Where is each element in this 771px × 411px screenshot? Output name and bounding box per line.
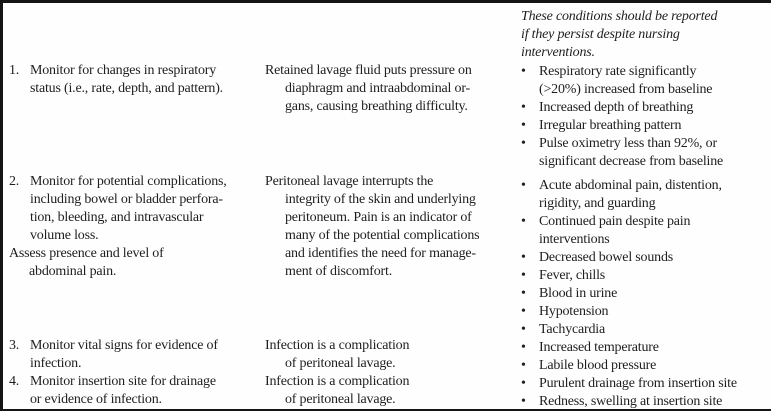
intervention-2 — [9, 173, 227, 281]
report-condition-text: Decreased bowel sounds — [539, 250, 674, 265]
rationale-2-line: ment of discomfort. — [285, 264, 393, 279]
bullet-icon: • — [521, 322, 526, 337]
bullet-icon: • — [521, 340, 526, 355]
report-condition-text: rigidity, and guarding — [539, 196, 656, 211]
report-condition-text: Fever, chills — [539, 268, 606, 283]
report-note-line: interventions. — [521, 45, 595, 60]
report-condition-text: significant decrease from baseline — [539, 154, 724, 169]
report-condition — [521, 135, 723, 153]
bullet-icon: • — [521, 268, 526, 283]
intervention-2-line — [9, 173, 227, 191]
report-condition — [521, 177, 722, 195]
report-condition — [521, 339, 737, 357]
report-condition-text: Labile blood pressure — [539, 358, 657, 373]
bullet-icon: • — [521, 286, 526, 301]
intervention-2-line: volume loss. — [30, 228, 99, 243]
rationale-2-line: and identifies the need for manage- — [285, 246, 476, 261]
report-condition — [521, 99, 723, 117]
rationale-4-line: of peritoneal lavage. — [285, 392, 396, 407]
report-condition-text: Redness, swelling at insertion site — [539, 394, 723, 409]
intervention-4-line — [9, 373, 218, 391]
report-condition — [521, 375, 737, 393]
bullet-icon: • — [521, 394, 526, 409]
report-condition-text: Respiratory rate significantly — [539, 64, 697, 79]
report-conditions-group-2 — [521, 177, 722, 339]
rationale-2-line: integrity of the skin and underlying — [285, 192, 476, 207]
intervention-4-text: Monitor insertion site for drainage — [30, 374, 216, 389]
rationale-2-line: Peritoneal lavage interrupts the — [265, 174, 434, 189]
report-condition-text: (>20%) increased from baseline — [539, 82, 713, 97]
rationale-3-line: Infection is a complication — [265, 338, 410, 353]
bullet-icon: • — [521, 250, 526, 265]
report-condition-text: interventions — [539, 232, 610, 247]
interventions-3-4 — [9, 337, 218, 409]
report-condition-text: Tachycardia — [539, 322, 605, 337]
report-condition-text: Pulse oximetry less than 92%, or — [539, 136, 717, 151]
report-condition-text: Increased depth of breathing — [539, 100, 694, 115]
report-condition — [521, 303, 722, 321]
rationales-3-4 — [265, 337, 409, 409]
bullet-icon: • — [521, 376, 526, 391]
intervention-2-line: including bowel or bladder perfora- — [30, 192, 223, 207]
rationale-2 — [265, 173, 479, 281]
report-condition-text: Irregular breathing pattern — [539, 118, 682, 133]
report-note — [521, 8, 717, 62]
rationale-1-line: diaphragm and intraabdominal or- — [285, 81, 470, 96]
rationale-1-line: Retained lavage fluid puts pressure on — [265, 63, 472, 78]
intervention-1 — [9, 62, 223, 98]
report-condition — [521, 393, 737, 411]
report-note-line: These conditions should be reported — [521, 9, 718, 24]
intervention-2-number: 2. — [9, 174, 20, 189]
rationale-4-line: Infection is a complication — [265, 374, 410, 389]
report-condition-text: Purulent drainage from insertion site — [539, 376, 737, 391]
intervention-1-line — [9, 62, 223, 80]
report-condition — [521, 213, 722, 231]
assess-pain-line: Assess presence and level of — [9, 246, 164, 261]
bullet-icon: • — [521, 178, 526, 193]
intervention-1-line: status (i.e., rate, depth, and pattern). — [30, 81, 223, 96]
report-condition — [521, 321, 722, 339]
report-condition-text: Hypotension — [539, 304, 609, 319]
rationale-1 — [265, 62, 472, 116]
report-condition — [521, 63, 723, 81]
report-condition-text: Acute abdominal pain, distention, — [539, 178, 722, 193]
bullet-icon: • — [521, 304, 526, 319]
bullet-icon: • — [521, 100, 526, 115]
report-condition — [521, 249, 722, 267]
report-condition — [521, 267, 722, 285]
intervention-2-line: tion, bleeding, and intravascular — [30, 210, 204, 225]
rationale-3-line: of peritoneal lavage. — [285, 356, 396, 371]
intervention-4-line: or evidence of infection. — [30, 392, 162, 407]
intervention-3-text: Monitor vital signs for evidence of — [30, 338, 218, 353]
intervention-2-text: Monitor for potential complications, — [30, 174, 227, 189]
intervention-3-line — [9, 337, 218, 355]
report-condition-text: Blood in urine — [539, 286, 618, 301]
intervention-1-number: 1. — [9, 63, 20, 78]
bullet-icon: • — [521, 136, 526, 151]
report-note-line: if they persist despite nursing — [521, 27, 680, 42]
report-condition-text: Continued pain despite pain — [539, 214, 691, 229]
bullet-icon: • — [521, 214, 526, 229]
intervention-4-number: 4. — [9, 374, 20, 389]
rationale-1-line: gans, causing breathing difficulty. — [285, 99, 468, 114]
intervention-1-text: Monitor for changes in respiratory — [30, 63, 217, 78]
report-condition — [521, 285, 722, 303]
rationale-2-line: peritoneum. Pain is an indicator of — [285, 210, 472, 225]
report-condition — [521, 117, 723, 135]
rationale-2-line: many of the potential complications — [285, 228, 480, 243]
bullet-icon: • — [521, 64, 526, 79]
report-condition-text: Increased temperature — [539, 340, 659, 355]
report-condition — [521, 357, 737, 375]
bullet-icon: • — [521, 118, 526, 133]
assess-pain-line: abdominal pain. — [29, 264, 117, 279]
intervention-3-number: 3. — [9, 338, 20, 353]
bullet-icon: • — [521, 358, 526, 373]
intervention-3-line: infection. — [30, 356, 82, 371]
report-conditions-group-1 — [521, 63, 723, 171]
report-conditions-group-3 — [521, 339, 737, 411]
